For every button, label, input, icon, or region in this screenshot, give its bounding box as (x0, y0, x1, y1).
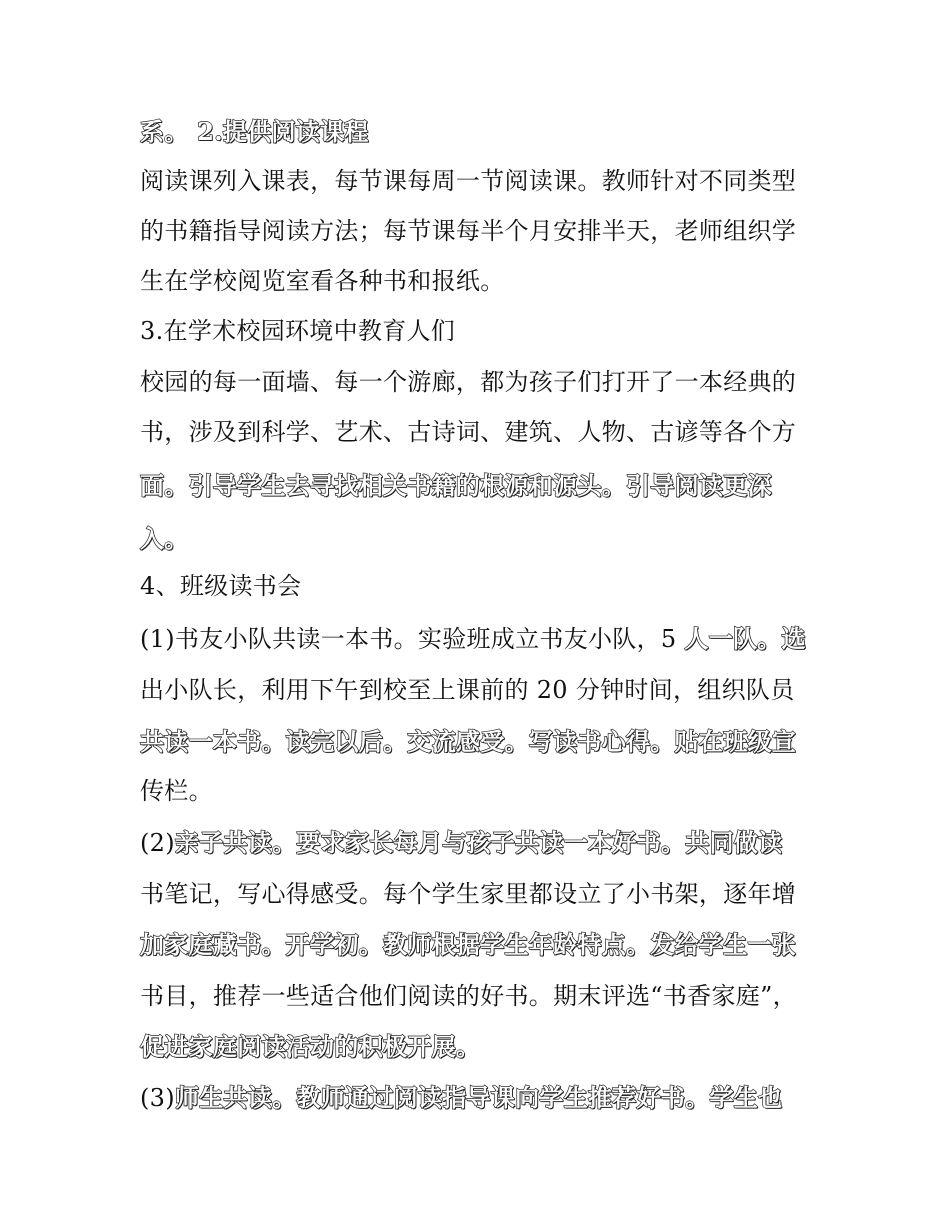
text-line: 阅读课列入课表，每节课每周一节阅读课。教师针对不同类型 (140, 167, 797, 195)
text-line: 促进家庭阅读活动的积极开展。 (140, 1032, 481, 1061)
text-line: 书笔记，写心得感受。每个学生家里都设立了小书架，逐年增 (140, 880, 797, 908)
text-line: 面。引导学生去寻找相关书籍的根源和源头。引导阅读更深 (140, 471, 772, 500)
text-line: 系。 2.提供阅读课程 (140, 117, 369, 146)
text-line: (1)书友小队共读一本书。实验班成立书友小队，5 人一队。选 (140, 624, 806, 653)
text-line: 入。 (140, 524, 189, 553)
text-line: 校园的每一面墙、每一个游廊，都为孩子们打开了一本经典的 (140, 368, 797, 396)
text-line: 加家庭藏书。开学初。教师根据学生年龄特点。发给学生一张 (140, 930, 797, 959)
text-line: 书，涉及到科学、艺术、古诗词、建筑、人物、古谚等各个方 (140, 418, 797, 446)
text-line: 3.在学术校园环境中教育人们 (140, 317, 456, 345)
text-line: 共读一本书。读完以后。交流感受。写读书心得。贴在班级宣 (140, 727, 797, 756)
text-line: 传栏。 (140, 777, 213, 805)
text-line: (2)亲子共读。要求家长每月与孩子共读一本好书。共同做读 (140, 828, 783, 857)
text-line: 生在学校阅览室看各种书和报纸。 (140, 267, 505, 295)
text-line: 的书籍指导阅读方法；每节课每半个月安排半天，老师组织学 (140, 217, 797, 245)
text-line: (3)师生共读。教师通过阅读指导课向学生推荐好书。学生也 (140, 1083, 783, 1112)
text-line: 出小队长，利用下午到校至上课前的 20 分钟时间，组织队员 (140, 676, 795, 704)
text-line: 书目，推荐一些适合他们阅读的好书。期末评选“书香家庭”， (140, 982, 797, 1010)
text-line: 4、班级读书会 (140, 572, 302, 600)
